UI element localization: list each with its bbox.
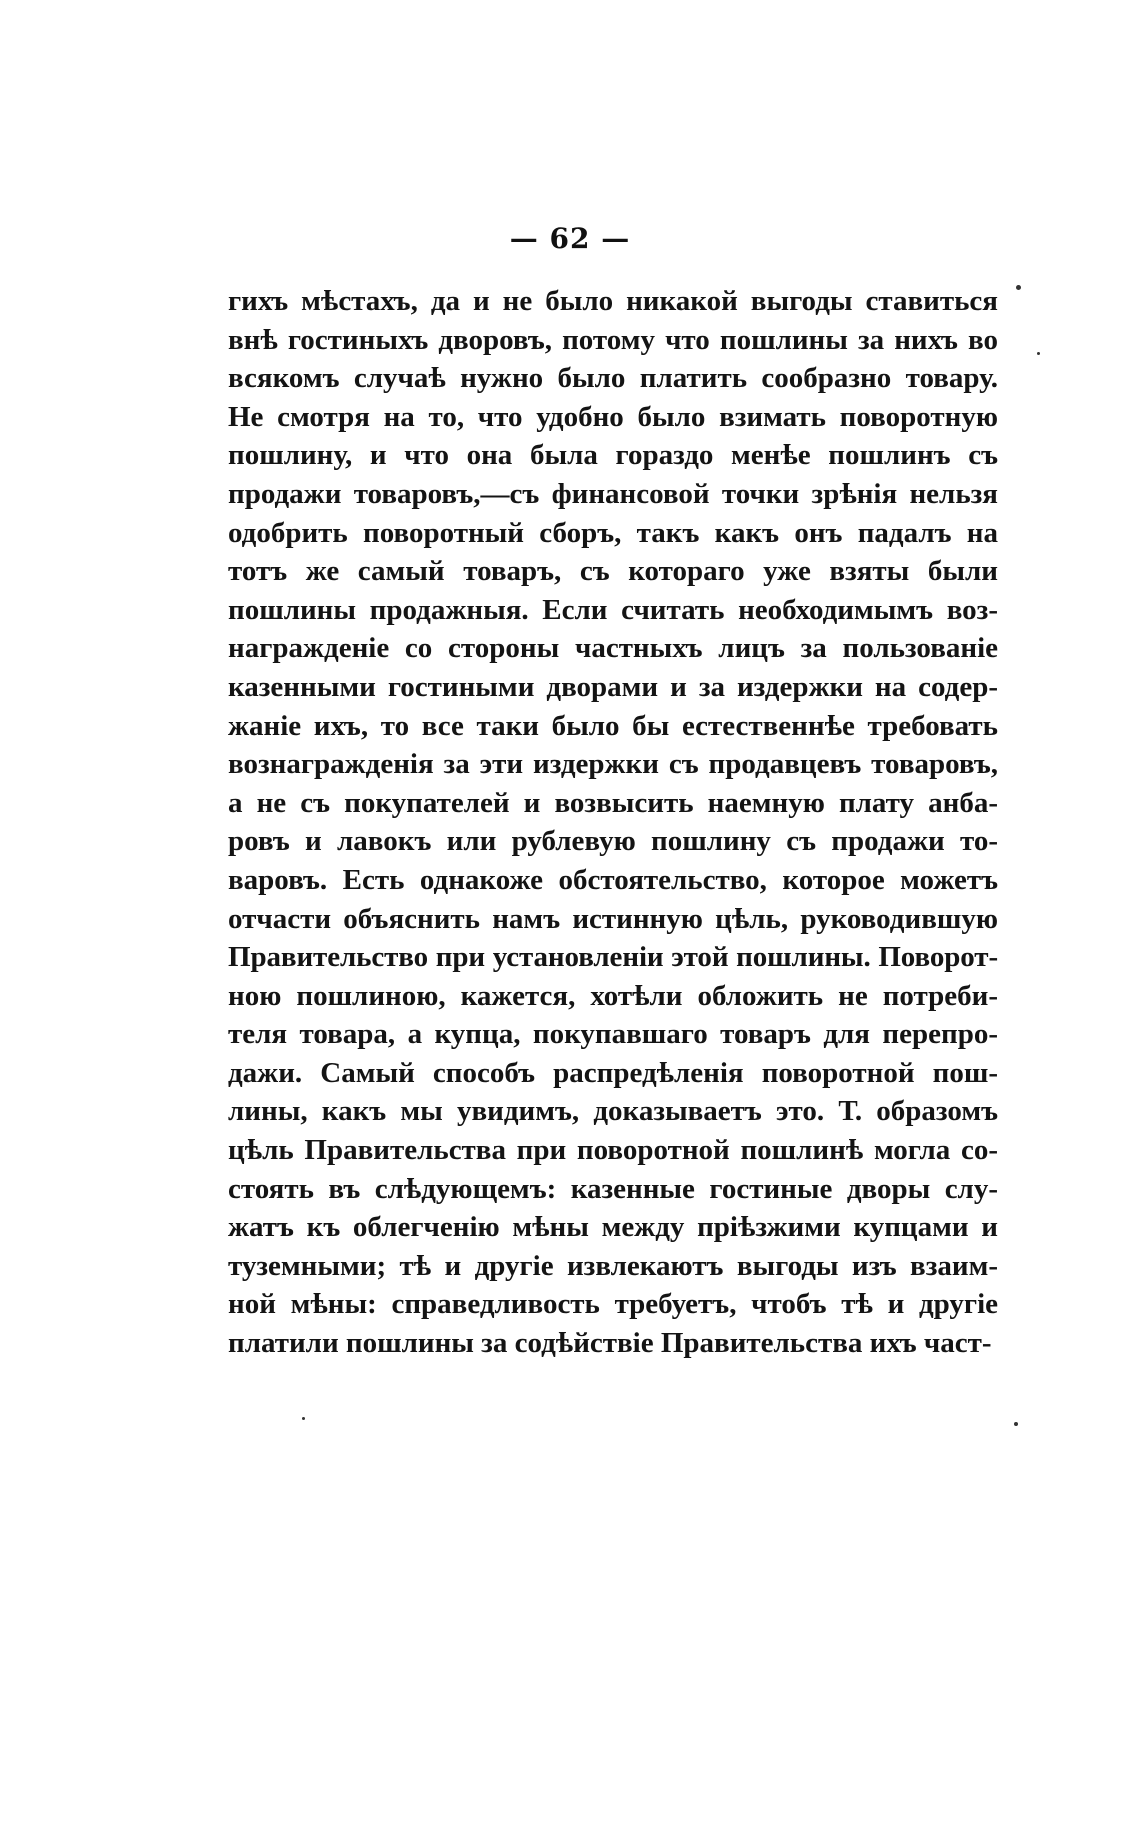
text-line: отчасти объяснить намъ истинную цѣль, руководившую [228, 902, 998, 935]
text-line: а не съ покупателей и возвысить наемную плату анба- [228, 786, 998, 819]
text-line: награжденіе со стороны частныхъ лицъ за пользованіе [228, 632, 998, 665]
text-line: стоять въ слѣдующемъ: казенные гостиные дворы слу- [228, 1172, 998, 1205]
text-line: внѣ гостиныхъ дворовъ, потому что пошлины за нихъ во [228, 323, 998, 356]
text-line: всякомъ случаѣ нужно было платить сообразно товару. [228, 362, 998, 395]
text-line: пошлины продажныя. Если считать необходимымъ воз- [228, 593, 998, 626]
text-line: казенными гостиными дворами и за издержки на содер- [228, 670, 998, 703]
text-line: платили пошлины за содѣйствіе Правительства ихъ част- [228, 1327, 992, 1360]
text-line: ною пошлиною, кажется, хотѣли обложить не потреби- [228, 979, 998, 1012]
text-line: теля товара, а купца, покупавшаго товаръ для перепро- [228, 1018, 998, 1051]
text-line: гихъ мѣстахъ, да и не было никакой выгоды ставиться [228, 285, 998, 317]
text-line: ной мѣны: справедливость требуетъ, чтобъ тѣ и другіе [228, 1288, 998, 1321]
text-line: ровъ и лавокъ или рублевую пошлину съ продажи то- [228, 825, 998, 858]
text-line: тотъ же самый товаръ, съ котораго уже взяты были [228, 555, 998, 588]
text-line: продажи товаровъ,—съ финансовой точки зрѣнія нельзя [228, 477, 998, 510]
ink-speck [302, 1417, 305, 1420]
text-line: жатъ къ облегченію мѣны между пріѣзжими купцами и [228, 1211, 998, 1244]
ink-speck [1037, 352, 1040, 355]
text-line: одобрить поворотный сборъ, такъ какъ онъ падалъ на [228, 516, 998, 549]
text-line: Правительство при установленіи этой пошлины. Поворот- [228, 941, 998, 974]
text-line: жаніе ихъ, то все таки было бы естественнѣе требовать [228, 709, 998, 742]
text-line: цѣль Правительства при поворотной пошлинѣ могла со- [228, 1134, 998, 1167]
ink-speck [1014, 1422, 1018, 1426]
page-number: — 62 — [509, 222, 631, 255]
text-line: лины, какъ мы увидимъ, доказываетъ это. Т. образомъ [228, 1095, 998, 1128]
text-line: пошлину, и что она была гораздо менѣе пошлинъ съ [228, 439, 998, 472]
body-text [228, 282, 998, 1363]
text-line: вознагражденія за эти издержки съ продавцевъ товаровъ, [228, 748, 998, 781]
text-line: варовъ. Есть однакоже обстоятельство, которое можетъ [228, 863, 998, 896]
text-line: туземными; тѣ и другіе извлекаютъ выгоды изъ взаим- [228, 1249, 998, 1282]
text-line: дажи. Самый способъ распредѣленія поворотной пош- [228, 1056, 998, 1089]
text-line: Не смотря на то, что удобно было взимать поворотную [228, 400, 998, 433]
ink-speck [1016, 285, 1021, 290]
